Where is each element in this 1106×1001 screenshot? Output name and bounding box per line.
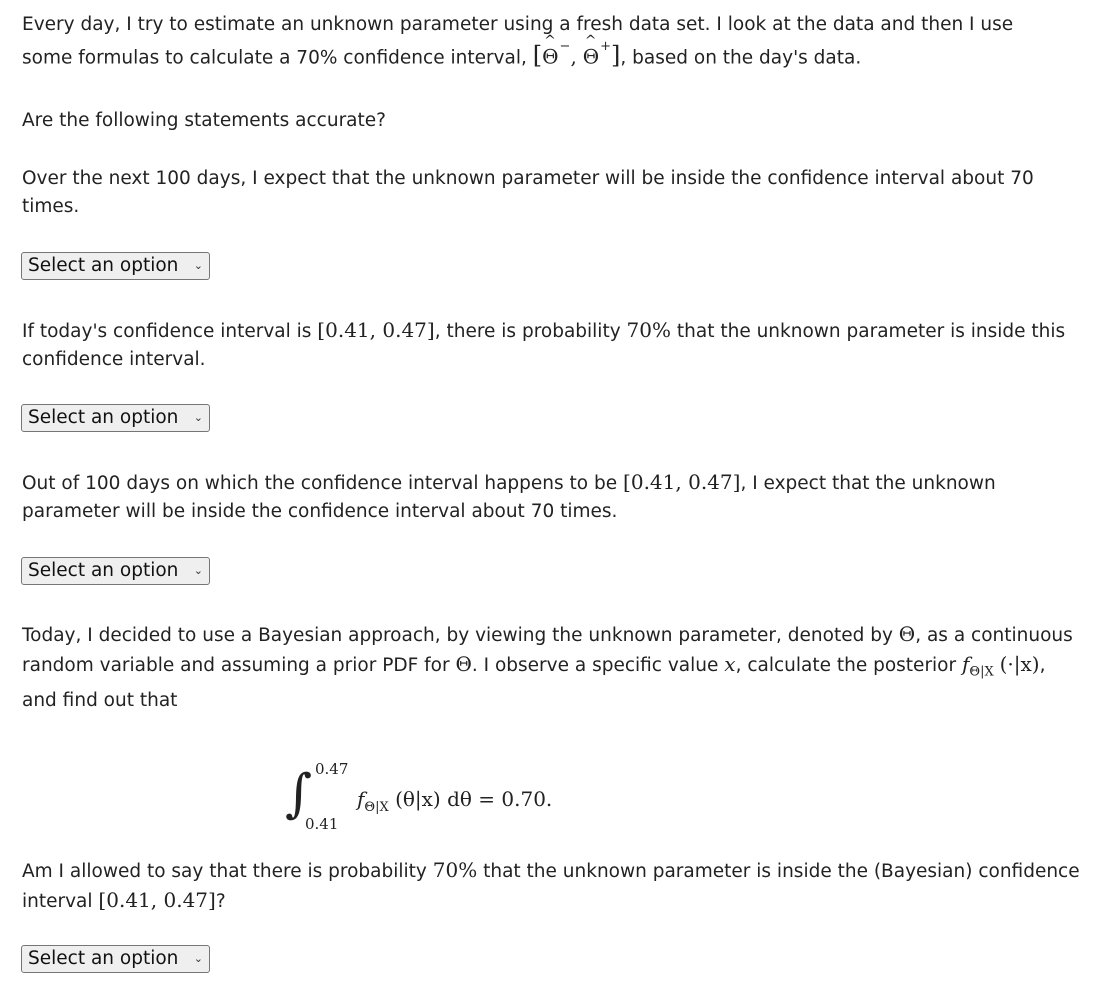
statement-3: Out of 100 days on which the confidence interval happens to be [0.41, 0.47], I expect that the unknown parameter will be inside the confidence interval about 70 times. [22, 470, 996, 522]
statement-1-select[interactable]: Select an option ⌄ [21, 252, 210, 280]
interval-math: [0.41, 0.47] [317, 318, 435, 342]
theta-hat-plus: ^ Θ+ [582, 33, 612, 69]
integral-lower-limit: 0.41 [305, 815, 339, 833]
chevron-down-icon: ⌄ [193, 259, 203, 272]
integral-upper-limit: 0.47 [315, 760, 349, 778]
probability-math: 70% [626, 318, 671, 342]
statement-4-question: Am I allowed to say that there is probability 70% that the unknown parameter is inside the (Bayesian) confidence interval [0.41, 0.47]? [22, 858, 1080, 912]
chevron-down-icon: ⌄ [193, 564, 203, 577]
question-prompt: Are the following statements accurate? [22, 110, 386, 131]
intro-line-2-end: based on the day's data. [632, 47, 862, 69]
integrand: $f_{\Theta|X}$ (θ|x) dθ = 0.70. [357, 787, 553, 815]
intro-line-2-start: some formulas to calculate a 70% confidence interval, [22, 47, 527, 69]
statement-2-select[interactable]: Select an option ⌄ [21, 404, 210, 432]
posterior-integral [285, 760, 615, 840]
chevron-down-icon: ⌄ [193, 411, 203, 424]
chevron-down-icon: ⌄ [193, 952, 203, 965]
intro-paragraph: Every day, I try to estimate an unknown parameter using a fresh data set. I look at the data and then I use some formulas to calculate a 70% confidence interval, [ ^ Θ−, ^ Θ+], based on the day's data. [22, 14, 1014, 70]
statement-3-select[interactable]: Select an option ⌄ [21, 557, 210, 585]
statement-1: Over the next 100 days, I expect that the unknown parameter will be inside the confidence interval about 70 times. [22, 168, 1034, 217]
statement-4-setup: Today, I decided to use a Bayesian approach, by viewing the unknown parameter, denoted by Θ, as a continuous random variable and assuming a prior PDF for Θ. I observe a specific value x, calculate the posterior $f_{\Theta|X}$ (·|x), and find out that [22, 622, 1073, 711]
integral-sign: ∫ [285, 764, 313, 824]
theta-hat-minus: ^ Θ− [542, 33, 571, 69]
intro-line-1: Every day, I try to estimate an unknown parameter using a fresh data set. I look at the data and then I use [22, 14, 1014, 35]
statement-2: If today's confidence interval is [0.41, 0.47], there is probability 70% that the unknown parameter is inside this confidence interval. [22, 318, 1066, 370]
statement-4-select[interactable]: Select an option ⌄ [21, 945, 210, 973]
interval-math: [0.41, 0.47] [98, 888, 216, 912]
interval-math: [0.41, 0.47] [623, 470, 741, 494]
